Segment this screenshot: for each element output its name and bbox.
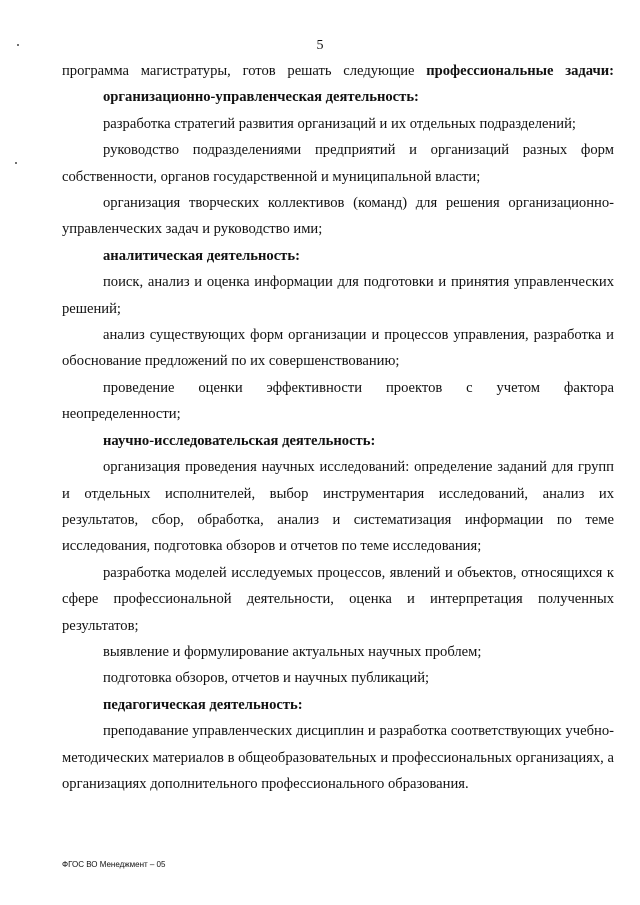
paragraph: поиск, анализ и оценка информации для подготовки и принятия управленческих решений; xyxy=(62,274,614,317)
page-number: 5 xyxy=(316,38,324,53)
section-heading-management: организационно-управленческая деятельность: xyxy=(103,89,419,106)
paragraph: разработка моделей исследуемых процессов, явлений и объектов, относящихся к сфере профессиональной деятельности, оценка и интерпретация полученных результатов; xyxy=(62,564,614,634)
intro-bold-text: профессиональные задачи: xyxy=(426,63,614,79)
footer-label: ФГОС ВО Менеджмент – 05 xyxy=(62,860,166,869)
section-heading-analytical: аналитическая деятельность: xyxy=(103,247,300,264)
paragraph: анализ существующих форм организации и процессов управления, разработка и обоснование предложений по их совершенствованию; xyxy=(62,327,614,370)
paragraph: организация проведения научных исследований: определение заданий для групп и отдельных исполнителей, выбор инструментария исследований, анализ их результатов, сбор, обработка, анализ и систематизация информации по теме исследования, подготовка обзоров и отчетов по теме исследования; xyxy=(62,459,614,555)
section-heading-research: научно-исследовательская деятельность: xyxy=(103,432,376,449)
paragraph: выявление и формулирование актуальных научных проблем; xyxy=(103,643,482,660)
paragraph: подготовка обзоров, отчетов и научных публикаций; xyxy=(103,670,430,687)
paragraph: разработка стратегий развития организаций и их отдельных подразделений; xyxy=(103,115,576,132)
scan-speck xyxy=(15,162,17,164)
intro-paragraph xyxy=(62,58,614,84)
document-body xyxy=(62,58,614,797)
paragraph: руководство подразделениями предприятий и организаций разных форм собственности, органов государственной и муниципальной власти; xyxy=(62,142,614,185)
section-heading-pedagogical: педагогическая деятельность: xyxy=(103,696,303,713)
paragraph: организация творческих коллективов (команд) для решения организационно-управленческих задач и руководство ими; xyxy=(62,195,614,238)
paragraph: преподавание управленческих дисциплин и разработка соответствующих учебно-методических материалов в общеобразовательных и профессиональных организациях, а организациях дополнительного профессионального образования. xyxy=(62,723,614,792)
intro-text: программа магистратуры, готов решать следующие xyxy=(62,63,427,79)
paragraph: проведение оценки эффективности проектов с учетом фактора неопределенности; xyxy=(62,379,614,423)
